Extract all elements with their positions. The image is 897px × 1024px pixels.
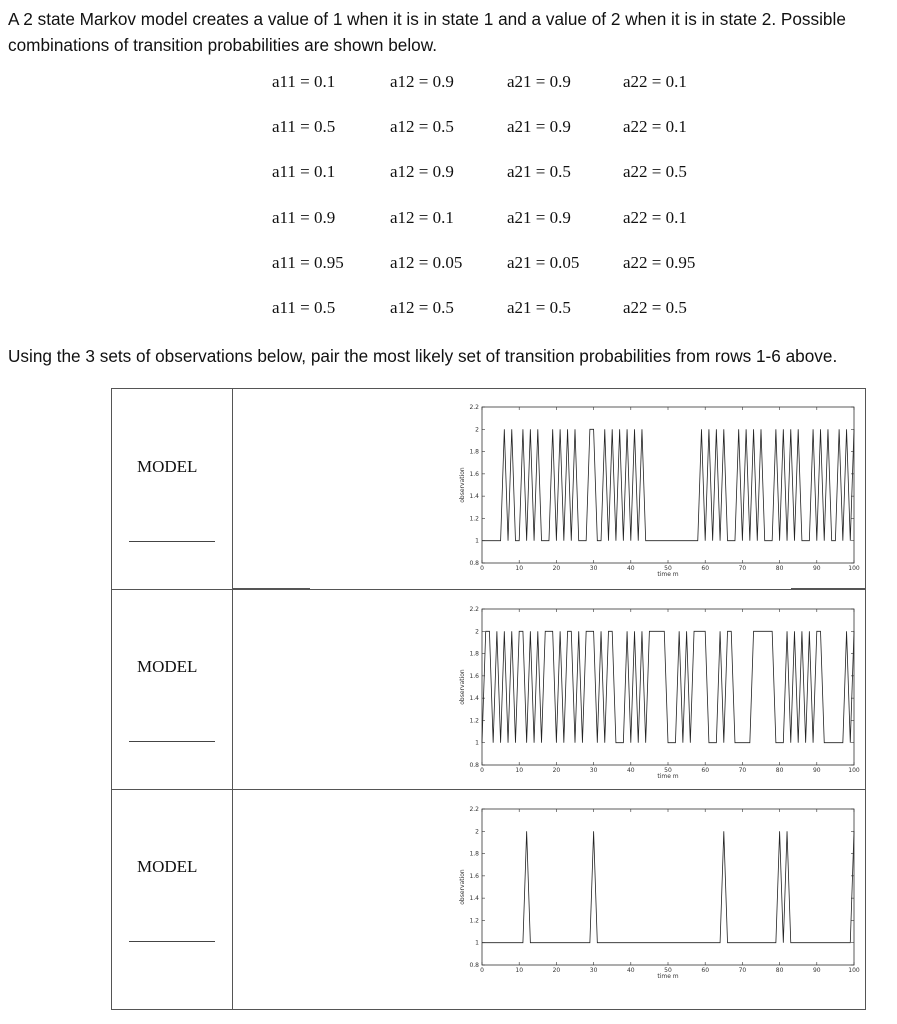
observation-chart-3 [344,799,864,989]
x-tick-label: 0 [480,565,484,572]
probability-row-1 [272,72,732,117]
probability-cell: a22 = 0.1 [623,117,687,137]
y-tick-label: 1.8 [469,650,479,658]
x-tick-label: 50 [664,565,672,572]
x-tick-label: 90 [812,767,821,774]
probability-cell: a21 = 0.5 [507,297,571,317]
y-tick-label: 0.8 [469,762,479,769]
row-divider-extension [232,588,310,589]
y-tick-label: 1.6 [469,470,479,478]
y-tick-label: 1 [475,739,479,747]
observation-row-2 [112,589,865,789]
y-tick-label: 0.8 [469,962,479,969]
x-tick-label: 80 [775,565,784,572]
y-tick-label: 2 [475,628,479,636]
question-text: Using the 3 sets of observations below, pair the most likely set of transition probabilities from rows 1-6 above. [8,346,838,366]
probability-row-3 [272,162,732,207]
observation-chart-1 [344,397,864,587]
x-tick-label: 0 [480,967,484,974]
x-tick-label: 70 [738,565,747,572]
probability-cell: a22 = 0.1 [623,207,687,227]
model-answer-blank[interactable] [129,741,215,742]
x-axis-label: time m [657,773,679,780]
x-tick-label: 70 [738,967,747,974]
probability-cell: a11 = 0.9 [272,207,336,227]
observation-plot-2 [344,599,864,789]
probability-cell: a12 = 0.9 [390,162,454,182]
observation-row-3 [112,789,865,1009]
x-tick-label: 60 [701,767,710,774]
x-tick-label: 0 [480,767,484,774]
x-tick-label: 100 [848,967,860,974]
probability-cell: a21 = 0.5 [507,162,571,182]
x-tick-label: 60 [701,967,710,974]
x-tick-label: 30 [589,767,598,774]
x-tick-label: 40 [626,565,635,572]
y-tick-label: 1.4 [469,895,479,903]
probability-cell: a21 = 0.9 [507,72,571,91]
transition-probability-table [272,72,732,343]
x-tick-label: 20 [552,967,561,974]
x-tick-label: 70 [738,767,747,774]
x-tick-label: 100 [848,565,860,572]
x-tick-label: 40 [626,767,635,774]
observation-plot-1 [344,397,864,587]
y-tick-label: 1.4 [469,695,479,703]
model-answer-blank[interactable] [129,541,215,542]
model-label: MODEL [137,857,198,876]
x-tick-label: 90 [812,565,821,572]
observation-series-line [482,831,854,942]
x-tick-label: 50 [664,967,672,974]
probability-cell: a11 = 0.5 [272,117,336,137]
x-tick-label: 80 [775,967,784,974]
y-tick-label: 1.8 [469,850,479,858]
y-tick-label: 2.2 [469,606,479,613]
y-tick-label: 0.8 [469,560,479,567]
probability-cell: a12 = 0.05 [390,252,463,272]
y-tick-label: 1.2 [469,515,479,523]
y-tick-label: 1.6 [469,672,479,680]
x-tick-label: 50 [664,767,672,774]
row-divider-extension [791,588,865,589]
probability-cell: a11 = 0.95 [272,252,344,272]
probability-cell: a12 = 0.5 [390,297,454,317]
probability-cell: a22 = 0.5 [623,162,687,182]
y-tick-label: 1.6 [469,872,479,880]
observation-series-line [482,631,854,742]
x-tick-label: 10 [515,565,524,572]
probability-cell: a22 = 0.95 [623,252,696,272]
y-tick-label: 1 [475,939,479,947]
probability-row-5 [272,253,732,298]
x-tick-label: 20 [552,565,561,572]
probability-cell: a21 = 0.05 [507,252,580,272]
x-tick-label: 60 [701,565,710,572]
y-tick-label: 1.2 [469,717,479,725]
probability-row-4 [272,208,732,253]
x-tick-label: 80 [775,767,784,774]
x-tick-label: 20 [552,767,561,774]
probability-cell: a21 = 0.9 [507,207,571,227]
x-tick-label: 10 [515,767,524,774]
y-tick-label: 1.8 [469,448,479,456]
x-tick-label: 40 [626,967,635,974]
probability-cell: a21 = 0.9 [507,117,571,137]
y-tick-label: 2.2 [469,404,479,411]
y-axis-label: observation [459,467,466,503]
plot-frame [482,809,854,965]
intro-text: A 2 state Markov model creates a value of 1 when it is in state 1 and a value of 2 when it is in state 2. Possible combinations of transition probabilities are shown below. [8,9,846,55]
model-label: MODEL [137,657,198,676]
x-tick-label: 30 [589,967,598,974]
observation-series-line [482,429,854,540]
x-axis-label: time m [657,571,679,578]
observation-row-1 [112,389,865,589]
x-tick-label: 10 [515,967,524,974]
y-tick-label: 2 [475,426,479,434]
y-tick-label: 2 [475,828,479,836]
x-tick-label: 100 [848,767,860,774]
probability-cell: a11 = 0.5 [272,297,336,317]
y-axis-label: observation [459,869,466,905]
probability-cell: a22 = 0.5 [623,297,687,317]
probability-row-6 [272,298,732,343]
observation-chart-2 [344,599,864,789]
x-tick-label: 90 [812,967,821,974]
x-tick-label: 30 [589,565,598,572]
observation-plot-3 [344,799,864,989]
y-axis-label: observation [459,669,466,705]
model-answer-blank[interactable] [129,941,215,942]
probability-cell: a12 = 0.9 [390,72,454,91]
probability-row-2 [272,117,732,162]
probability-cell: a22 = 0.1 [623,72,687,91]
y-tick-label: 1.4 [469,493,479,501]
y-tick-label: 2.2 [469,806,479,813]
y-tick-label: 1.2 [469,917,479,925]
y-tick-label: 1 [475,537,479,545]
probability-cell: a11 = 0.1 [272,162,336,182]
probability-cell: a12 = 0.5 [390,117,454,137]
probability-cell: a11 = 0.1 [272,72,336,91]
x-axis-label: time m [657,973,679,980]
probability-cell: a12 = 0.1 [390,207,454,227]
observation-grid [111,388,866,1010]
model-label: MODEL [137,457,198,476]
